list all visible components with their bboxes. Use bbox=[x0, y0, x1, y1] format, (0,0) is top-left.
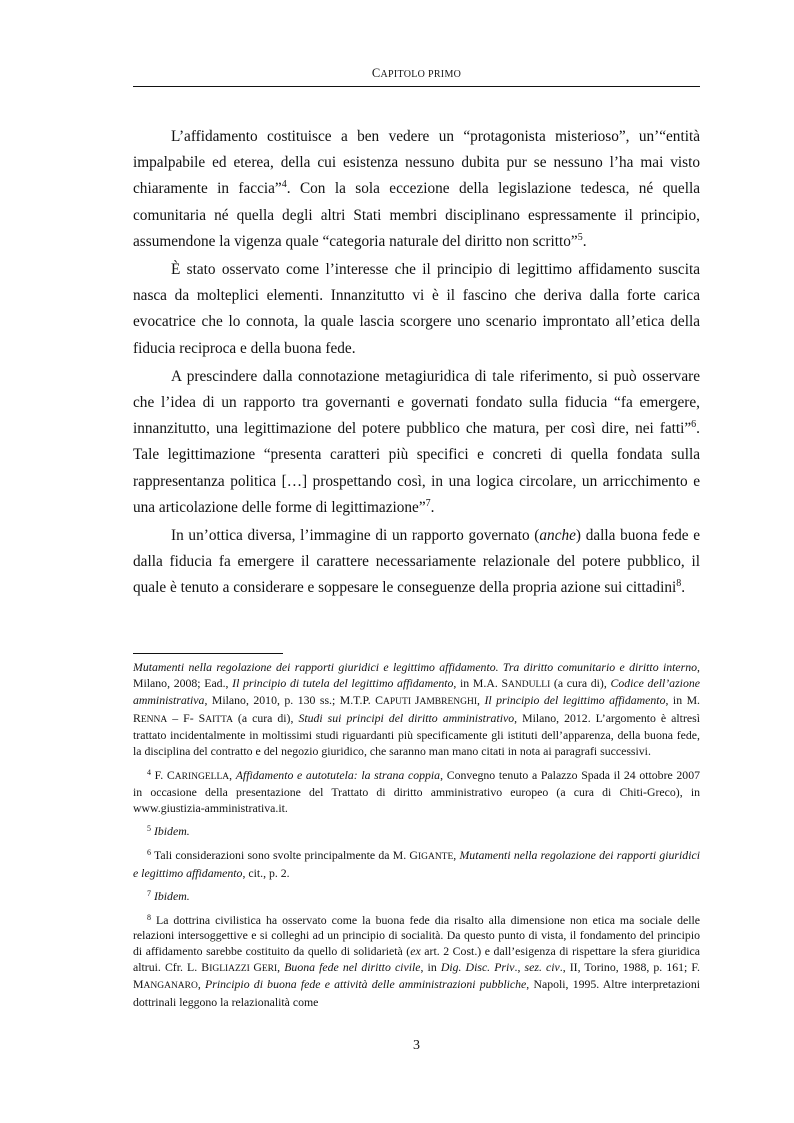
footnote-4: $^4$ F. CARINGELLA, Affidamento e autotutela: la strana coppia, Convegno tenuto a Palazzo Spada il 24 ottobre 2007 in occasione della presentazione del Trattato di diritto amministrativo europeo (a cura di Chiti-Greco), in www.giustizia-amministrativa.it. bbox=[133, 767, 700, 815]
paragraph-4: In un’ottica diversa, l’immagine di un rapporto governato (anche) dalla buona fede e dalla fiducia fa emergere il carattere necessariamente relazionale del potere pubblico, il quale è tenuto a considerare e soppesare le conseguenze della propria azione sui cittadini$^8$. bbox=[133, 527, 700, 597]
footnote-ref-5[interactable]: 5 bbox=[577, 231, 583, 243]
page-number: 3 bbox=[413, 1038, 420, 1053]
running-header bbox=[133, 66, 700, 81]
footnote-ref-8[interactable]: 8 bbox=[676, 578, 682, 590]
header-initial: C bbox=[371, 66, 381, 80]
footnote-6: $^6$ Tali considerazioni sono svolte principalmente da M. GIGANTE, Mutamenti nella regolazione dei rapporti giuridici e legittimo affidamento, cit., p. 2. bbox=[133, 847, 700, 880]
body-text bbox=[133, 124, 700, 602]
footnote-continued: Mutamenti nella regolazione dei rapporti giuridici e legittimo affidamento. Tra diritto comunitario e diritto interno, Milano, 2008; Ead., Il principio di tutela del legittimo affidamento, in M.A. SANDULLI (a cura di), Codice dell’azione amministrativa, Milano, 2010, p. 130 ss.; M.T.P. CAPUTI JAMBRENGHI, Il principio del legittimo affidamento, in M. RENNA – F- SAITTA (a cura di), Studi sui principi del diritto amministrativo, Milano, 2012. L’argomento è altresì trattato incidentalmente in moltissimi studi riguardanti più specificamente gli istituti dell’apparenza, della buona fede, la disciplina del contratto e del negozio giuridico, che saranno man mano citati in nota ai paragrafi successivi. bbox=[133, 660, 701, 758]
footnote-7: $^7$ Ibidem. bbox=[147, 889, 190, 904]
footnote-8: $^8$ La dottrina civilistica ha osservato come la buona fede dia risalto alla dimensione non etica ma sociale delle relazioni intersoggettive e si colleghi ad un principio di socialità. Da questo punto di vista, il fondamento del principio di affidamento sarebbe costituito da quello di solidarietà (ex art. 2 Cost.) e dall’esigenza di rispettare la sfera giuridica altrui. Cfr. L. BIGLIAZZI GERI, Buona fede nel diritto civile, in Dig. Disc. Priv., sez. civ., II, Torino, 1988, p. 161; F. MANGANARO, Principio di buona fede e attività delle amministrazioni pubbliche, Napoli, 1995. Altre interpretazioni dottrinali leggono la relazionalità come bbox=[133, 912, 701, 1009]
footnote-ref-6[interactable]: 6 bbox=[691, 419, 697, 431]
footnote-separator bbox=[133, 653, 283, 654]
paragraph-3: A prescindere dalla connotazione metagiuridica di tale riferimento, si può osservare che l’idea di un rapporto tra governanti e governati fondato sulla fiducia “fa emergere, innanzitutto, una legittimazione del potere pubblico che matura, per così dire, nei fatti”$^6$. Tale legittimazione “presenta caratteri più specifici e concreti di quella fondata sulla rappresentanza politica […] prospettando così, in una logica circolare, un arricchimento e una articolazione delle forme di legittimazione”$^7$. bbox=[133, 367, 700, 516]
footnotes bbox=[133, 660, 700, 1010]
header-rule bbox=[133, 86, 700, 87]
paragraph-2: È stato osservato come l’interesse che il principio di legittimo affidamento suscita nasca da molteplici elementi. Innanzitutto vi è il fascino che deriva dalla forte carica evocatrice che lo connota, la quale lascia scorgere uno scenario improntato all’etica della fiducia reciproca e della buona fede. bbox=[133, 261, 700, 357]
footnote-ref-4[interactable]: 4 bbox=[281, 179, 287, 191]
footnote-5: $^5$ Ibidem. bbox=[147, 824, 190, 839]
footnote-ref-7[interactable]: 7 bbox=[425, 497, 431, 509]
paragraph-1: L’affidamento costituisce a ben vedere un “protagonista misterioso”, un’“entità impalpabile ed eterea, della cui esistenza nessuno dubita pur se nessuno l’ha mai visto chiaramente in faccia”$^4$. Con la sola eccezione della legislazione tedesca, né quella comunitaria né quella degli altri Stati membri disciplinano espressamente il principio, assumendone la vigenza quale “categoria naturale del diritto non scritto”$^5$. bbox=[133, 128, 700, 250]
header-rest: APITOLO PRIMO bbox=[380, 69, 462, 80]
